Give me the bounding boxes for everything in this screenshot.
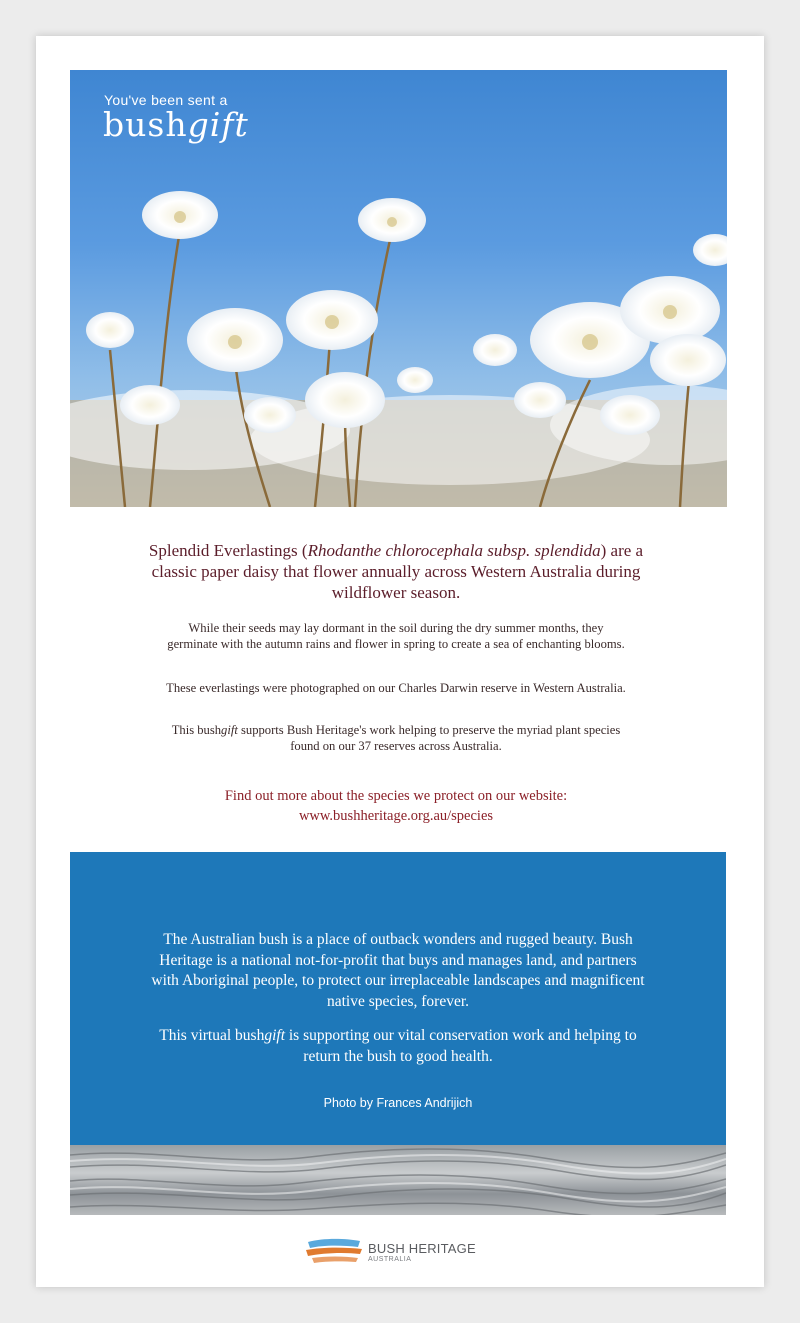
paragraph-support bbox=[166, 722, 626, 754]
virtual-gift-before: This virtual bush bbox=[159, 1027, 265, 1044]
website-callout bbox=[156, 786, 636, 826]
paragraph-reserve: These everlastings were photographed on our Charles Darwin reserve in Western Australia. bbox=[166, 681, 626, 695]
email-card bbox=[36, 36, 764, 1287]
hero-subtitle: You've been sent a bbox=[104, 92, 228, 108]
paragraph-seeds: While their seeds may lay dormant in the soil during the dry summer months, they germinate with the autumn rains and flower in spring to create a sea of enchanting blooms. bbox=[167, 621, 625, 651]
wood-grain-illustration bbox=[70, 1145, 726, 1215]
paragraph-support-italic: gift bbox=[221, 723, 238, 737]
virtual-gift-italic: gift bbox=[264, 1027, 285, 1044]
photo-credit: Photo by Frances Andrijich bbox=[323, 1096, 473, 1110]
about-panel bbox=[70, 852, 726, 1145]
website-lead: Find out more about the species we protect on our website: bbox=[224, 788, 568, 804]
intro-part2: ) are a classic paper daisy that flower annually across Western Australia during wildflower season. bbox=[151, 541, 644, 602]
hero-title-italic: gift bbox=[187, 105, 249, 144]
hero-image bbox=[70, 70, 727, 507]
logo-name: BUSH HERITAGE bbox=[368, 1241, 476, 1256]
hero-title-regular: bush bbox=[103, 105, 188, 144]
about-paragraph: The Australian bush is a place of outback wonders and rugged beauty. Bush Heritage is a national not-for-profit that buys and manages land, and partners with Aboriginal people, to protect our irreplaceable landscapes and magnificent native species, forever. bbox=[151, 931, 645, 1010]
virtual-gift-after: is supporting our vital conservation work and helping to return the bush to good health. bbox=[285, 1027, 637, 1065]
wood-texture-strip bbox=[70, 1145, 726, 1215]
paragraph-support-after: supports Bush Heritage's work helping to preserve the myriad plant species found on our 37 reserves across Australia. bbox=[237, 723, 621, 753]
intro-species: Rhodanthe chlorocephala subsp. splendida bbox=[307, 541, 601, 560]
logo-subtitle: AUSTRALIA bbox=[368, 1256, 412, 1263]
intro-heading bbox=[136, 540, 656, 603]
virtual-gift-paragraph bbox=[150, 1026, 646, 1067]
paragraph-support-before: This bush bbox=[171, 723, 222, 737]
bush-heritage-logo bbox=[304, 1234, 504, 1270]
logo-mark-icon bbox=[304, 1234, 364, 1270]
hero-title bbox=[103, 105, 249, 144]
website-link[interactable]: www.bushheritage.org.au/species bbox=[298, 808, 494, 824]
intro-part1: Splendid Everlastings ( bbox=[148, 541, 308, 560]
